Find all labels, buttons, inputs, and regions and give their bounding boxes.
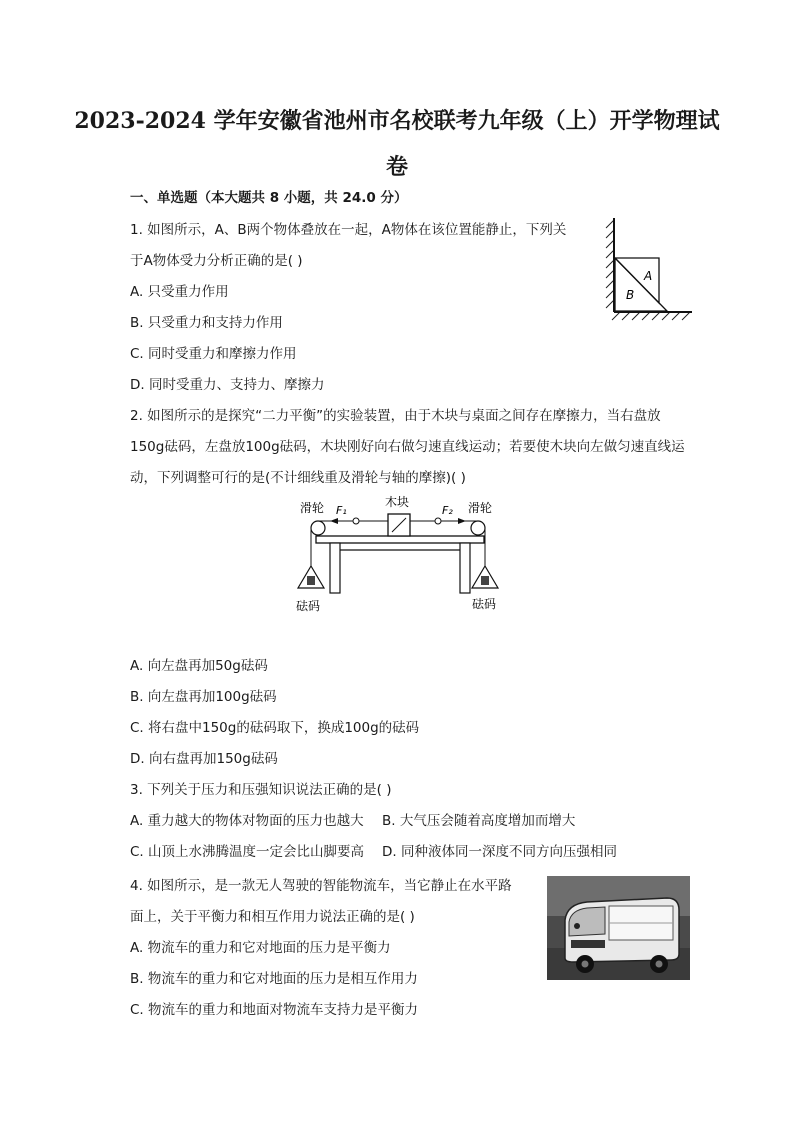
q2-stem-line1: 2. 如图所示的是探究“二力平衡”的实验装置，由于木块与桌面之间存在摩擦力，当右盘放 [130, 408, 661, 424]
q2-option-a: A. 向左盘再加50g砝码 [130, 658, 268, 674]
q2-option-b: B. 向左盘再加100g砝码 [130, 689, 277, 705]
ring-left [353, 518, 359, 524]
q2-option-d: D. 向右盘再加150g砝码 [130, 751, 278, 767]
arrow-f1 [330, 518, 338, 524]
weight-right-shape [481, 576, 489, 585]
q3-option-a: A. 重力越大的物体对物面的压力也越大 [130, 813, 364, 829]
vehicle-sensor [574, 923, 580, 929]
q4-option-a: A. 物流车的重力和它对地面的压力是平衡力 [130, 940, 391, 956]
pulley-right-label: 滑轮 [468, 501, 493, 515]
label-b: B [626, 288, 635, 302]
q4-figure-logistics-vehicle [547, 876, 690, 980]
q3-option-d: D. 同种液体同一深度不同方向压强相同 [382, 844, 617, 860]
q1-option-a: A. 只受重力作用 [130, 284, 229, 300]
q2-stem-line3: 动，下列调整可行的是(不计细线重及滑轮与轴的摩擦)( ) [130, 470, 466, 486]
label-a: A [644, 269, 653, 283]
q2-option-c: C. 将右盘中150g的砝码取下，换成100g的砝码 [130, 720, 420, 736]
table-leg-left [330, 543, 340, 593]
arrow-f2 [458, 518, 466, 524]
weight-left-label: 砝码 [296, 599, 321, 613]
q3-option-c: C. 山顶上水沸腾温度一定会比山脚要高 [130, 844, 365, 860]
block-a [615, 258, 659, 303]
q2-figure-apparatus [290, 492, 510, 616]
ring-right [435, 518, 441, 524]
q2-stem-line2: 150g砝码，左盘放100g砝码，木块刚好向右做匀速直线运动；若要使木块向左做匀速直线运 [130, 439, 685, 455]
q1-option-d: D. 同时受重力、支持力、摩擦力 [130, 377, 325, 393]
q1-stem-line2: 于A物体受力分析正确的是( ) [130, 253, 303, 269]
block-label: 木块 [385, 495, 410, 509]
page-title [60, 98, 734, 190]
q4-stem-line2: 面上，关于平衡力和相互作用力说法正确的是( ) [130, 909, 415, 925]
force-f2-label: F₂ [442, 504, 453, 517]
q1-option-c: C. 同时受重力和摩擦力作用 [130, 346, 297, 362]
section-heading: 一、单选题（本大题共 8 小题，共 24.0 分） [130, 190, 408, 206]
force-f1-label: F₁ [336, 504, 347, 517]
pulley-left-label: 滑轮 [300, 501, 325, 515]
vehicle-bumper [571, 940, 605, 948]
q3-stem: 3. 下列关于压力和压强知识说法正确的是( ) [130, 782, 392, 798]
title-line-1: 2023-2024 学年安徽省池州市名校联考九年级（上）开学物理试 [74, 108, 720, 134]
q1-option-b: B. 只受重力和支持力作用 [130, 315, 283, 331]
pulley-left [311, 521, 325, 535]
hub-front [582, 961, 589, 968]
pulley-right [471, 521, 485, 535]
q1-stem-line1: 1. 如图所示，A、B两个物体叠放在一起，A物体在该位置能静止，下列关 [130, 222, 567, 238]
hub-rear [656, 961, 663, 968]
q4-option-c: C. 物流车的重力和地面对物流车支持力是平衡力 [130, 1002, 419, 1018]
table-leg-right [460, 543, 470, 593]
q4-stem-line1: 4. 如图所示，是一款无人驾驶的智能物流车，当它静止在水平路 [130, 878, 512, 894]
title-line-2: 卷 [385, 154, 408, 180]
q3-option-b: B. 大气压会随着高度增加而增大 [382, 813, 576, 829]
weight-left-shape [307, 576, 315, 585]
q4-option-b: B. 物流车的重力和它对地面的压力是相互作用力 [130, 971, 418, 987]
q1-figure-blocks [604, 218, 694, 322]
weight-right-label: 砝码 [472, 597, 497, 611]
table-top [316, 536, 484, 543]
